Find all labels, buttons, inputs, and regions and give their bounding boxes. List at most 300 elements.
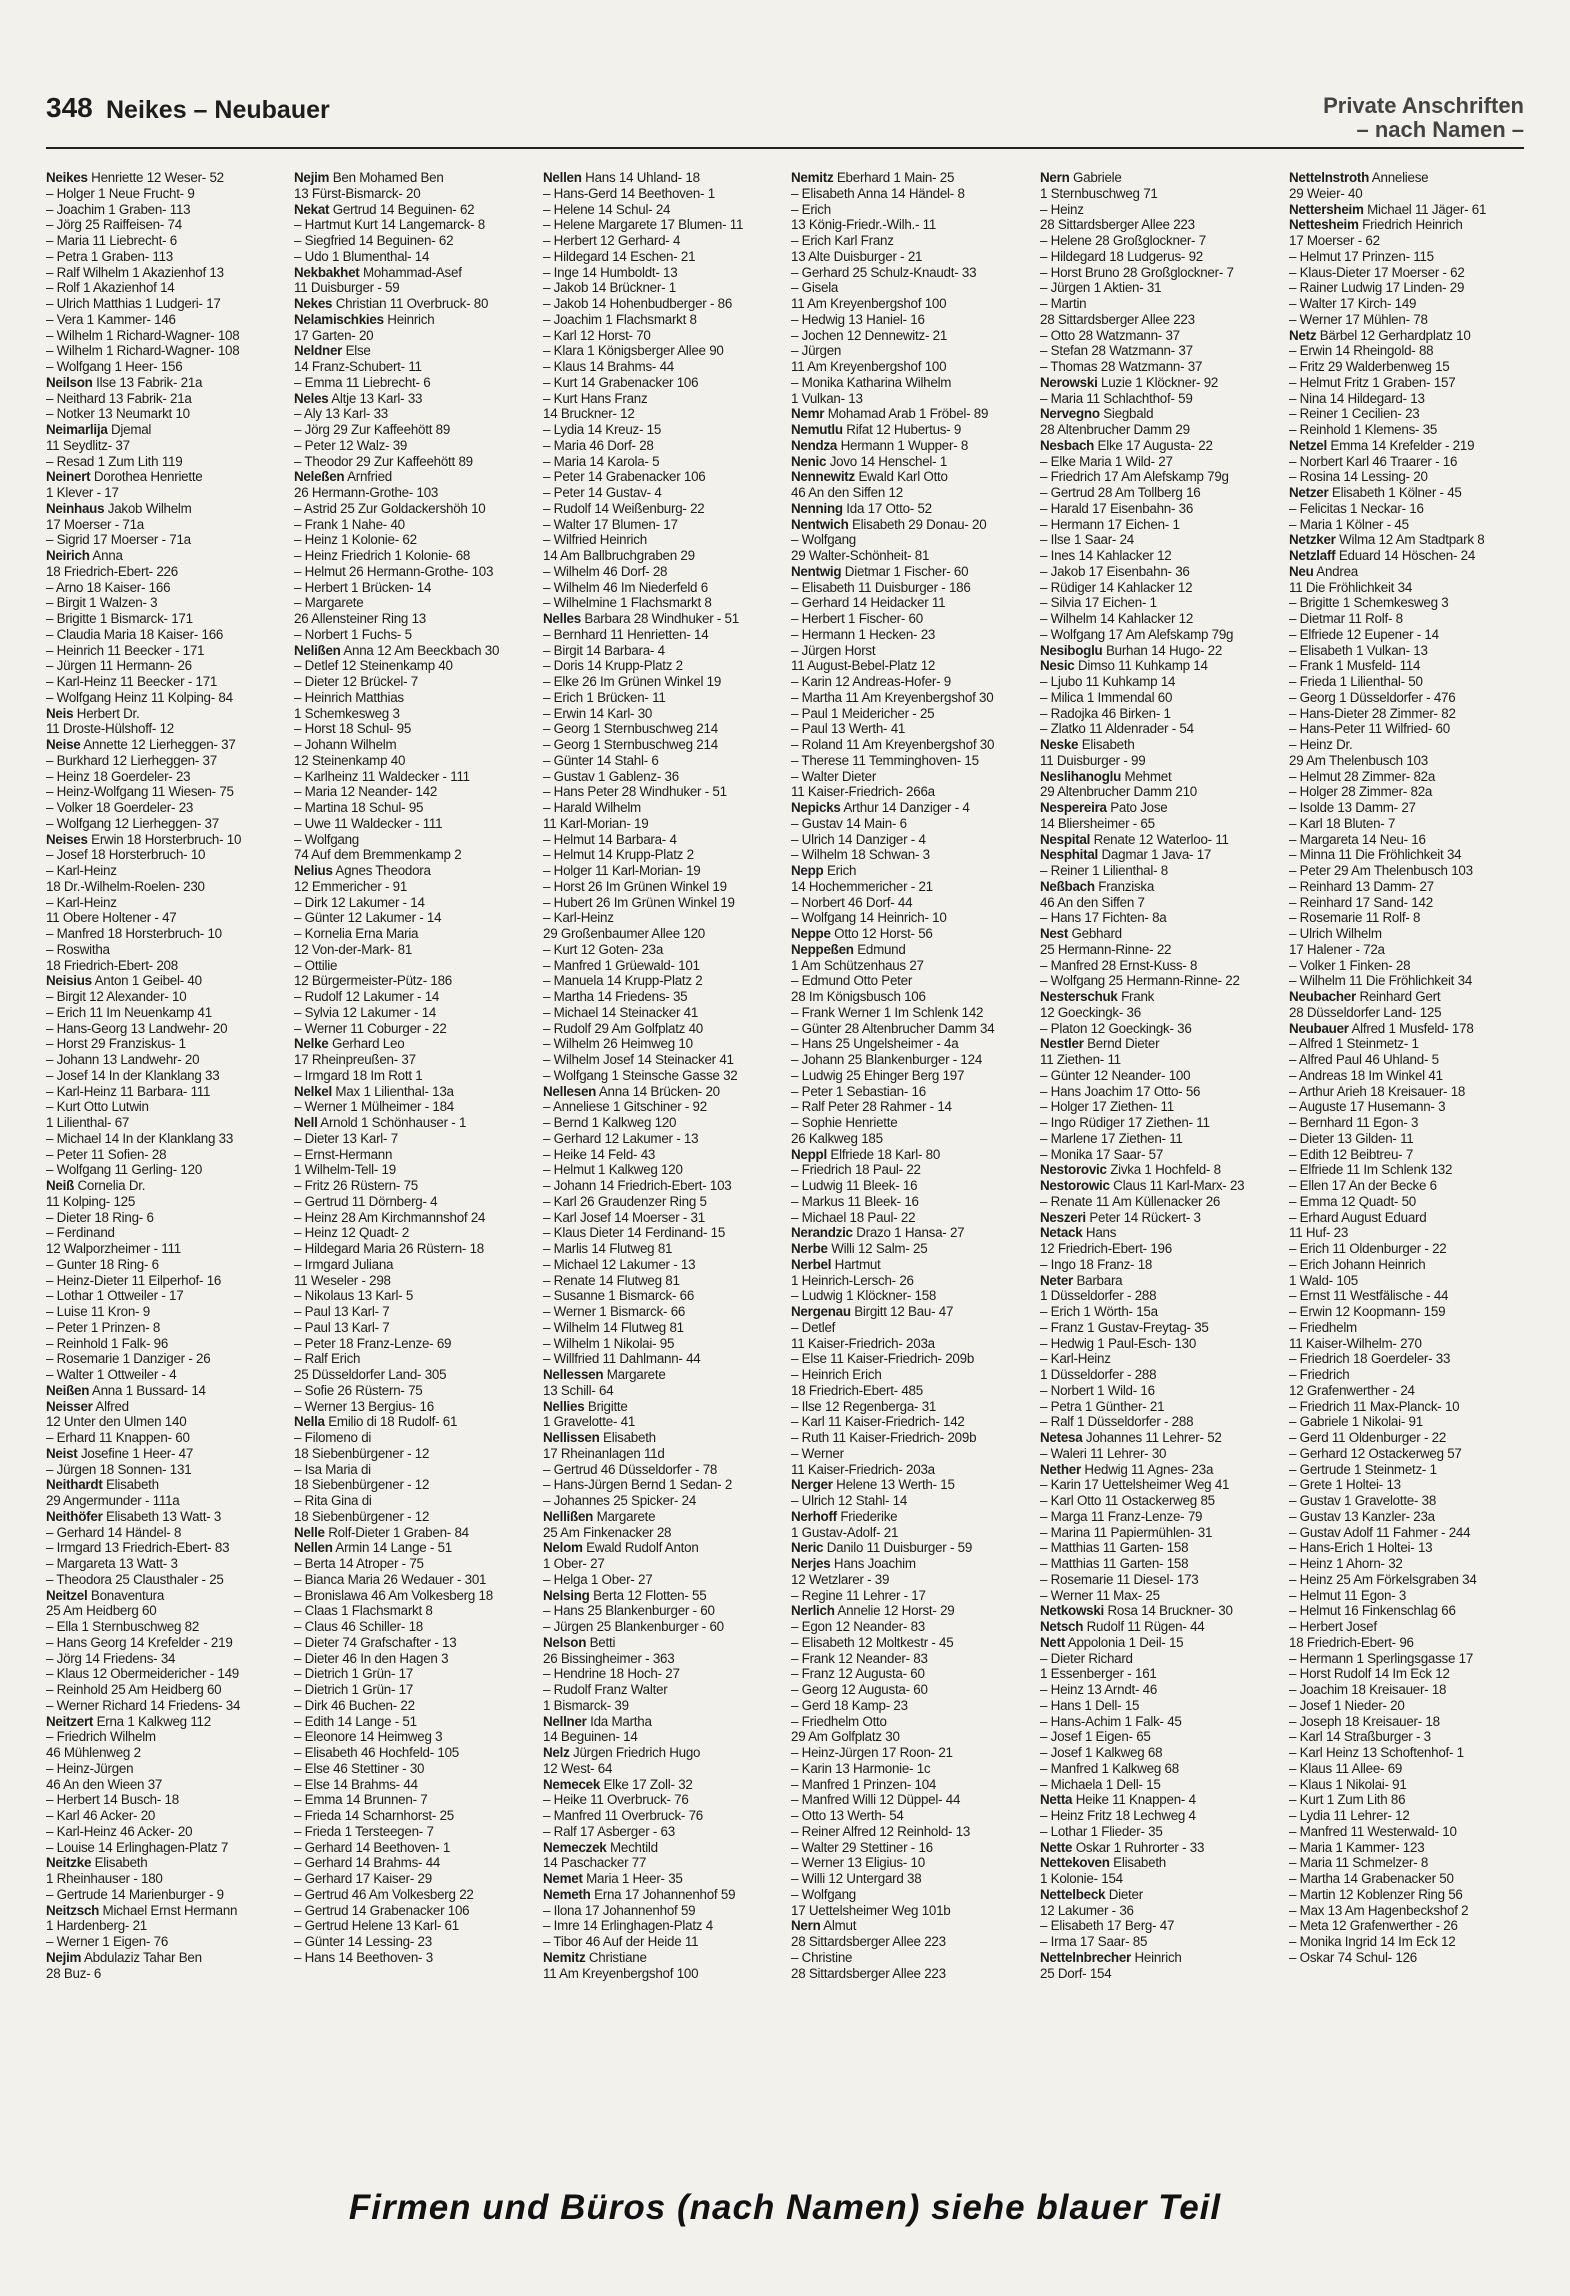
directory-entry: – Gerhard 25 Schulz-Knaudt- 33 <box>791 264 977 280</box>
directory-entry: 1 Heinrich-Lersch- 26 <box>791 1272 914 1288</box>
directory-entry: 14 Am Ballbruchgraben 29 <box>543 548 695 563</box>
directory-entry: – Ralf Peter 28 Rahmer - 14 <box>791 1099 952 1115</box>
directory-entry: Nemet Maria 1 Heer- 35 <box>543 1871 683 1886</box>
directory-entry: – Dieter 74 Grafschafter - 13 <box>294 1634 457 1650</box>
directory-entry: – Ralf 17 Asberger - 63 <box>543 1823 675 1839</box>
directory-entry: – Gertrud Helene 13 Karl- 61 <box>294 1918 459 1934</box>
directory-entry: – Heinz 1 Kolonie- 62 <box>294 532 417 548</box>
directory-entry: – Günter 12 Neander- 100 <box>1040 1067 1191 1083</box>
directory-entry: Nettelnstroth Anneliese <box>1289 170 1429 185</box>
directory-entry: – Hans Peter 28 Windhuker - 51 <box>543 784 727 800</box>
directory-entry: Nerowski Luzie 1 Klöckner- 92 <box>1040 374 1219 390</box>
directory-entry: Neis Herbert Dr. <box>46 705 140 721</box>
directory-entry: 28 Sittardsberger Allee 223 <box>1040 311 1195 327</box>
directory-entry: 25 Dorf- 154 <box>1040 1965 1112 1981</box>
directory-entry: – Erich 11 Oldenburger - 22 <box>1289 1241 1447 1256</box>
directory-entry: 26 Bissingheimer - 363 <box>543 1650 675 1666</box>
directory-entry: – Heinz Friedrich 1 Kolonie- 68 <box>294 548 471 563</box>
directory-entry: – Else 11 Kaiser-Friedrich- 209b <box>791 1351 975 1367</box>
directory-entry: – Elfriede 11 Im Schlenk 132 <box>1289 1162 1453 1178</box>
directory-entry: – Heinz <box>1040 201 1084 217</box>
directory-entry: – Heike 11 Overbruck- 76 <box>543 1792 689 1808</box>
directory-entry: – Hedwig 1 Paul-Esch- 130 <box>1040 1335 1197 1351</box>
directory-entry: 1 Klever - 17 <box>46 485 119 500</box>
directory-entry: – Werner Richard 14 Friedens- 34 <box>46 1697 241 1713</box>
section-heading-line-2: – nach Namen – <box>1356 117 1524 142</box>
directory-entry: – Erhard August Eduard <box>1289 1209 1427 1225</box>
directory-entry: Nennewitz Ewald Karl Otto <box>791 469 948 485</box>
directory-entry: Nell Arnold 1 Schönhauser - 1 <box>294 1115 467 1130</box>
directory-entry: – Peter 14 Grabenacker 106 <box>543 469 706 485</box>
directory-entry: – Joachim 18 Kreisauer- 18 <box>1289 1682 1447 1697</box>
directory-entry: – Hans-Peter 11 Wilfried- 60 <box>1289 721 1450 737</box>
directory-entry: – Silvia 17 Eichen- 1 <box>1040 595 1157 611</box>
directory-entry: – Elfriede 12 Eupener - 14 <box>1289 626 1439 642</box>
directory-entry: Nervegno Siegbald <box>1040 406 1154 422</box>
directory-entry: – Manfred 11 Westerwald- 10 <box>1289 1823 1457 1839</box>
directory-entry: – Gerhard 17 Kaiser- 29 <box>294 1871 432 1886</box>
directory-entry: – Erhard 11 Knappen- 60 <box>46 1430 190 1445</box>
directory-entry: – Heinz Dr. <box>1289 737 1353 752</box>
directory-entry: – Marina 11 Papiermühlen- 31 <box>1040 1524 1213 1540</box>
directory-entry: – Wolfgang 12 Lierheggen- 37 <box>46 815 219 831</box>
directory-entry: – Erich 1 Wörth- 15a <box>1040 1304 1158 1319</box>
directory-entry: 11 Droste-Hülshoff- 12 <box>46 721 174 737</box>
directory-entry: – Michael 12 Lakumer - 13 <box>543 1256 696 1272</box>
directory-entry: – Markus 11 Bleek- 16 <box>791 1193 919 1209</box>
directory-entry: – Volker 1 Finken- 28 <box>1289 957 1411 973</box>
directory-entry: – Heinz 18 Goerdeler- 23 <box>46 768 191 784</box>
directory-entry: – Dieter 46 In den Hagen 3 <box>294 1650 449 1666</box>
directory-entry: – Hans Georg 14 Krefelder - 219 <box>46 1634 233 1650</box>
directory-entry: Nettersheim Michael 11 Jäger- 61 <box>1289 201 1487 217</box>
directory-entry: – Wilhelm Josef 14 Steinacker 41 <box>543 1052 734 1067</box>
directory-entry: 12 Emmericher - 91 <box>294 878 408 894</box>
directory-entry: – Hans-Dieter 28 Zimmer- 82 <box>1289 705 1456 721</box>
directory-entry: – Reinhold 1 Falk- 96 <box>46 1335 169 1351</box>
directory-entry: – Isolde 13 Damm- 27 <box>1289 800 1416 815</box>
directory-entry: – Burkhard 12 Lierheggen- 37 <box>46 752 217 768</box>
directory-entry: – Helmut 14 Barbara- 4 <box>543 831 677 847</box>
directory-entry: 1 Kolonie- 154 <box>1040 1871 1123 1886</box>
directory-entry: – Petra 1 Günther- 21 <box>1040 1398 1165 1414</box>
directory-entry: Nekbakhet Mohammad-Asef <box>294 264 462 280</box>
directory-entry: 11 August-Bebel-Platz 12 <box>791 658 936 674</box>
directory-entry: – Wilhelm 46 Im Niederfeld 6 <box>543 579 708 595</box>
directory-entry: – Heinz 25 Am Förkelsgraben 34 <box>1289 1571 1477 1587</box>
directory-entry: – Ralf Wilhelm 1 Akazienhof 13 <box>46 264 224 280</box>
directory-entry: Neslihanoglu Mehmet <box>1040 768 1172 784</box>
directory-entry: Neilson Ilse 13 Fabrik- 21a <box>46 374 203 390</box>
directory-entry: – Walter 17 Kirch- 149 <box>1289 296 1417 311</box>
directory-entry: – Milica 1 Immendal 60 <box>1040 689 1173 705</box>
directory-entry: – Norbert Karl 46 Traarer - 16 <box>1289 453 1458 469</box>
directory-entry: – Hartmut Kurt 14 Langemarck- 8 <box>294 217 485 233</box>
directory-entry: – Thomas 28 Watzmann- 37 <box>1040 359 1203 374</box>
directory-entry: – Hans Joachim 17 Otto- 56 <box>1040 1083 1201 1099</box>
directory-entry: – Otto 13 Werth- 54 <box>791 1808 904 1823</box>
directory-entry: – Wolfgang <box>294 831 359 847</box>
directory-entry: Nellner Ida Martha <box>543 1713 652 1729</box>
directory-entry: – Erwin 14 Karl- 30 <box>543 705 653 721</box>
directory-entry: – Holger 1 Neue Frucht- 9 <box>46 185 195 201</box>
directory-entry: 1 Schemkesweg 3 <box>294 705 400 721</box>
directory-entry: – Erwin 12 Koopmann- 159 <box>1289 1304 1446 1319</box>
directory-entry: – Herbert 1 Fischer- 60 <box>791 611 923 626</box>
directory-entry: – Helmut 17 Prinzen- 115 <box>1289 248 1434 264</box>
directory-entry: – Ella 1 Sternbuschweg 82 <box>46 1619 200 1634</box>
directory-entry: – Franz 1 Gustav-Freytag- 35 <box>1040 1319 1209 1335</box>
directory-entry: – Gustav 1 Gravelotte- 38 <box>1289 1493 1437 1508</box>
directory-entry: 29 Angermunder - 111a <box>46 1493 180 1508</box>
directory-entry: – Gustav 1 Gablenz- 36 <box>543 768 679 784</box>
directory-entry: – Nikolaus 13 Karl- 5 <box>294 1288 414 1304</box>
section-heading <box>1323 94 1524 142</box>
directory-entry: – Josef 14 In der Klanklang 33 <box>46 1067 220 1083</box>
directory-entry: – Maria 11 Schmelzer- 8 <box>1289 1855 1429 1871</box>
directory-entry: – Grete 1 Holtei- 13 <box>1289 1477 1401 1493</box>
directory-entry: – Siegfried 14 Beguinen- 62 <box>294 233 454 248</box>
directory-entry: – Peter 14 Gustav- 4 <box>543 485 662 500</box>
directory-column-6 <box>1289 170 1527 2180</box>
directory-entry: – Gertrud 46 Am Volkesberg 22 <box>294 1886 474 1902</box>
directory-entry: – Stefan 28 Watzmann- 37 <box>1040 343 1193 359</box>
directory-entry: – Wilhelm 26 Heimweg 10 <box>543 1036 693 1052</box>
directory-entry: 17 Halener - 72a <box>1289 941 1385 957</box>
directory-entry: 74 Auf dem Bremmenkamp 2 <box>294 847 462 863</box>
directory-entry: 28 Düsseldorfer Land- 125 <box>1289 1004 1442 1020</box>
directory-entry: – Else 14 Brahms- 44 <box>294 1776 418 1792</box>
directory-entry: Neßbach Franziska <box>1040 878 1155 894</box>
directory-entry: – Werner 13 Eligius- 10 <box>791 1855 925 1871</box>
directory-entry: – Peter 11 Sofien- 28 <box>46 1146 167 1162</box>
directory-entry: – Reinhold 1 Klemens- 35 <box>1289 422 1438 437</box>
directory-entry: Neißen Anna 1 Bussard- 14 <box>46 1382 206 1398</box>
directory-entry: 11 Am Kreyenbergshof 100 <box>791 296 947 311</box>
directory-entry: – Felicitas 1 Neckar- 16 <box>1289 500 1424 516</box>
directory-entry: – Hildegard 14 Eschen- 21 <box>543 248 696 264</box>
directory-entry: Nesic Dimso 11 Kuhkamp 14 <box>1040 658 1208 674</box>
directory-entry: – Ulrich 14 Danziger - 4 <box>791 831 926 847</box>
directory-entry: – Tibor 46 Auf der Heide 11 <box>543 1934 699 1949</box>
directory-entry: – Erich Johann Heinrich <box>1289 1256 1426 1272</box>
directory-entry: – Otto 28 Watzmann- 37 <box>1040 327 1180 343</box>
directory-entry: – Uwe 11 Waldecker - 111 <box>294 815 443 831</box>
directory-entry: – Petra 1 Graben- 113 <box>46 248 174 264</box>
directory-entry: – Georg 12 Augusta- 60 <box>791 1682 928 1697</box>
directory-entry: – Heinz 13 Arndt- 46 <box>1040 1682 1158 1697</box>
directory-entry: Nettesheim Friedrich Heinrich <box>1289 217 1463 233</box>
directory-entry: – Helmut 28 Zimmer- 82a <box>1289 768 1436 784</box>
directory-entry: – Gustav Adolf 11 Fahmer - 244 <box>1289 1524 1471 1540</box>
directory-entry: Netzel Emma 14 Krefelder - 219 <box>1289 437 1475 453</box>
directory-entry: – Martina 18 Schul- 95 <box>294 800 424 815</box>
directory-entry: Neithöfer Elisabeth 13 Watt- 3 <box>46 1508 222 1524</box>
directory-entry: – Horst 29 Franziskus- 1 <box>46 1036 186 1052</box>
directory-entry: 17 Garten- 20 <box>294 327 374 343</box>
directory-entry: Nepp Erich <box>791 863 857 878</box>
directory-entry: – Rita Gina di <box>294 1493 372 1508</box>
directory-entry: – Gunter 18 Ring- 6 <box>46 1256 159 1272</box>
directory-entry: 1 Wald- 105 <box>1289 1272 1358 1288</box>
directory-entry: – Manfred 1 Prinzen- 104 <box>791 1776 937 1792</box>
directory-entry: Nejim Abdulaziz Tahar Ben <box>46 1949 202 1965</box>
directory-entry: 1 Bismarck- 39 <box>543 1697 629 1713</box>
directory-entry: – Lothar 1 Flieder- 35 <box>1040 1823 1163 1839</box>
directory-entry: 12 Walporzheimer - 111 <box>46 1241 181 1256</box>
directory-entry: – Norbert 46 Dorf- 44 <box>791 894 913 910</box>
directory-entry: Neppl Elfriede 18 Karl- 80 <box>791 1146 941 1162</box>
directory-entry: – Hedwig 13 Haniel- 16 <box>791 311 925 327</box>
directory-entry: – Rudolf 14 Weißenburg- 22 <box>543 500 705 516</box>
directory-entry: – Friedrich 18 Goerdeler- 33 <box>1289 1351 1451 1367</box>
directory-entry: Netzlaff Eduard 14 Höschen- 24 <box>1289 548 1476 563</box>
directory-entry: – Manfred Willi 12 Düppel- 44 <box>791 1792 961 1808</box>
directory-entry: – Paul 13 Karl- 7 <box>294 1304 390 1319</box>
directory-entry: 12 Lakumer - 36 <box>1040 1902 1134 1918</box>
directory-entry: – Joachim 1 Flachsmarkt 8 <box>543 311 697 327</box>
directory-entry: Nerger Helene 13 Werth- 15 <box>791 1477 955 1493</box>
directory-entry: 1 Sternbuschweg 71 <box>1040 185 1158 201</box>
directory-entry: Neist Josefine 1 Heer- 47 <box>46 1445 194 1461</box>
directory-entry: – Emma 11 Liebrecht- 6 <box>294 374 431 390</box>
page-number: 348 <box>46 92 93 123</box>
directory-entry: – Detlef <box>791 1319 836 1335</box>
directory-entry: Nelom Ewald Rudolf Anton <box>543 1540 699 1556</box>
directory-entry: – Manfred 18 Horsterbruch- 10 <box>46 926 222 941</box>
directory-entry: – Lydia 14 Kreuz- 15 <box>543 422 662 437</box>
directory-entry: Neleßen Arnfried <box>294 469 392 485</box>
directory-entry: – Berta 14 Atroper - 75 <box>294 1556 424 1571</box>
directory-entry: 25 Hermann-Rinne- 22 <box>1040 941 1172 957</box>
directory-entry: Neitzel Bonaventura <box>46 1587 165 1603</box>
directory-entry: – Ralf Erich <box>294 1351 361 1367</box>
directory-entry: – Andreas 18 Im Winkel 41 <box>1289 1067 1443 1083</box>
directory-entry: – Wilhelm 1 Richard-Wagner- 108 <box>46 343 240 359</box>
directory-entry: – Willi 12 Untergard 38 <box>791 1871 922 1886</box>
directory-entry: – Monika Ingrid 14 Im Eck 12 <box>1289 1934 1456 1949</box>
directory-entry: 1 Essenberger - 161 <box>1040 1666 1157 1682</box>
directory-entry: – Gerd 18 Kamp- 23 <box>791 1697 908 1713</box>
directory-entry: – Werner 1 Mülheimer - 184 <box>294 1099 454 1115</box>
directory-entry: 13 Alte Duisburger - 21 <box>791 248 923 264</box>
directory-entry: – Volker 18 Goerdeler- 23 <box>46 800 194 815</box>
directory-entry: – Karl 18 Bluten- 7 <box>1289 815 1396 831</box>
directory-entry: Neirich Anna <box>46 548 123 563</box>
directory-entry: – Dieter 18 Ring- 6 <box>46 1209 154 1225</box>
directory-entry: Netta Heike 11 Knappen- 4 <box>1040 1792 1196 1808</box>
directory-entry: 14 Paschacker 77 <box>543 1855 647 1871</box>
directory-entry: 26 Hermann-Grothe- 103 <box>294 485 439 500</box>
directory-entry: – Heinz-Dieter 11 Eilperhof- 16 <box>46 1272 222 1288</box>
directory-entry: Nerlich Annelie 12 Horst- 29 <box>791 1603 955 1619</box>
directory-entry: – Egon 12 Neander- 83 <box>791 1619 925 1634</box>
directory-entry: – Martha 11 Am Kreyenbergshof 30 <box>791 689 994 705</box>
directory-entry: – Harald 17 Eisenbahn- 36 <box>1040 500 1194 516</box>
directory-entry: – Horst Bruno 28 Großglockner- 7 <box>1040 264 1234 280</box>
directory-entry: – Kurt 1 Zum Lith 86 <box>1289 1792 1406 1808</box>
directory-entry: – Elke 26 Im Grünen Winkel 19 <box>543 674 722 689</box>
directory-entry: – Ulrich 12 Stahl- 14 <box>791 1493 908 1508</box>
directory-entry: – Alfred 1 Steinmetz- 1 <box>1289 1036 1419 1052</box>
directory-entry: Neitzke Elisabeth <box>46 1855 148 1871</box>
directory-entry: – Peter 1 Prinzen- 8 <box>46 1319 161 1335</box>
page-header <box>46 92 1524 142</box>
directory-entry: Neszeri Peter 14 Rückert- 3 <box>1040 1209 1201 1225</box>
directory-entry: – Werner <box>791 1445 844 1461</box>
directory-entry: 29 Weier- 40 <box>1289 185 1363 201</box>
directory-entry: Nespital Renate 12 Waterloo- 11 <box>1040 831 1229 847</box>
directory-entry: – Marlis 14 Flutweg 81 <box>543 1241 673 1256</box>
directory-entry: – Frank Werner 1 Im Schlenk 142 <box>791 1004 984 1020</box>
directory-entry: – Hildegard Maria 26 Rüstern- 18 <box>294 1241 484 1256</box>
directory-entry: – Birgit 14 Barbara- 4 <box>543 642 665 658</box>
directory-entry: – Minna 11 Die Fröhlichkeit 34 <box>1289 847 1462 863</box>
directory-entry: – Helmut 14 Krupp-Platz 2 <box>543 847 694 863</box>
directory-entry: – Detlef 12 Steinenkamp 40 <box>294 658 453 674</box>
directory-entry: – Karin 12 Andreas-Hofer- 9 <box>791 674 951 689</box>
directory-entry: 1 Lilienthal- 67 <box>46 1115 130 1130</box>
directory-entry: Nemitz Eberhard 1 Main- 25 <box>791 170 955 185</box>
directory-entry: – Heinrich Matthias <box>294 689 404 705</box>
directory-entry: – Karl 11 Kaiser-Friedrich- 142 <box>791 1414 965 1430</box>
directory-entry: – Inge 14 Humboldt- 13 <box>543 264 678 280</box>
directory-entry: – Kurt 14 Grabenacker 106 <box>543 374 699 390</box>
directory-entry: Nelius Agnes Theodora <box>294 863 431 878</box>
directory-entry: – Johannes 25 Spicker- 24 <box>543 1493 697 1508</box>
directory-entry: – Karl-Heinz 46 Acker- 20 <box>46 1823 193 1839</box>
directory-entry: – Helga 1 Ober- 27 <box>543 1571 653 1587</box>
directory-entry: – Helmut Fritz 1 Graben- 157 <box>1289 374 1456 390</box>
directory-entry: – Max 13 Am Hagenbeckshof 2 <box>1289 1902 1469 1918</box>
directory-entry: 29 Am Golfplatz 30 <box>791 1729 900 1745</box>
directory-entry: Neles Altje 13 Karl- 33 <box>294 390 423 406</box>
directory-entry: Neppe Otto 12 Horst- 56 <box>791 926 933 941</box>
directory-entry: – Hans-Achim 1 Falk- 45 <box>1040 1713 1182 1729</box>
directory-entry: Nesphital Dagmar 1 Java- 17 <box>1040 847 1212 863</box>
directory-entry: Nellen Hans 14 Uhland- 18 <box>543 170 700 185</box>
directory-entry: – Wilfried Heinrich <box>543 532 647 548</box>
running-title: Neikes – Neubauer <box>106 96 330 124</box>
directory-entry: Netsch Rudolf 11 Rügen- 44 <box>1040 1619 1205 1634</box>
directory-entry: Nether Hedwig 11 Agnes- 23a <box>1040 1461 1214 1477</box>
directory-entry: – Astrid 25 Zur Goldackershöh 10 <box>294 500 486 516</box>
directory-entry: – Waleri 11 Lehrer- 30 <box>1040 1445 1167 1461</box>
directory-entry: – Fritz 29 Walderbenweg 15 <box>1289 359 1450 374</box>
directory-entry: Neinert Dorothea Henriette <box>46 469 203 485</box>
directory-entry: – Heinz 12 Quadt- 2 <box>294 1225 410 1241</box>
directory-entry: 14 Beguinen- 14 <box>543 1729 638 1745</box>
directory-entry: Neu Andrea <box>1289 563 1358 579</box>
directory-entry: – Horst 18 Schul- 95 <box>294 721 412 737</box>
directory-entry: 11 Ziethen- 11 <box>1040 1052 1121 1067</box>
directory-entry: Nern Almut <box>791 1918 857 1934</box>
directory-entry: – Monika 17 Saar- 57 <box>1040 1146 1164 1162</box>
directory-entry: – Wilhelm 11 Die Fröhlichkeit 34 <box>1289 973 1473 989</box>
directory-entry: 29 Am Thelenbusch 103 <box>1289 752 1428 768</box>
directory-entry: 12 Steinenkamp 40 <box>294 752 406 768</box>
directory-entry: – Ernst-Hermann <box>294 1146 393 1162</box>
directory-entry: 28 Sittardsberger Allee 223 <box>1040 217 1195 233</box>
directory-entry: – Karlheinz 11 Waldecker - 111 <box>294 768 470 784</box>
directory-entry: – Hermann 1 Hecken- 23 <box>791 626 936 642</box>
directory-entry: – Jürgen <box>791 343 842 359</box>
directory-entry: – Ludwig 11 Bleek- 16 <box>791 1178 918 1193</box>
directory-entry: – Manfred 11 Overbruck- 76 <box>543 1808 703 1823</box>
directory-entry: – Herbert Josef <box>1289 1619 1377 1634</box>
directory-entry: 11 Am Kreyenbergshof 100 <box>543 1965 699 1981</box>
directory-entry: – Michaela 1 Dell- 15 <box>1040 1776 1161 1792</box>
directory-entry: – Gertrude 14 Marienburger - 9 <box>46 1886 224 1902</box>
directory-entry: – Werner 1 Eigen- 76 <box>46 1934 169 1949</box>
directory-entry: Nemutlu Rifat 12 Hubertus- 9 <box>791 422 962 437</box>
directory-entry: – Irma 17 Saar- 85 <box>1040 1934 1148 1949</box>
directory-entry: – Günter 12 Lakumer - 14 <box>294 910 442 926</box>
directory-entry: – Dieter 13 Karl- 7 <box>294 1130 398 1146</box>
directory-entry: 18 Dr.-Wilhelm-Roelen- 230 <box>46 878 205 894</box>
directory-entry: – Manuela 14 Krupp-Platz 2 <box>543 973 703 989</box>
directory-entry: Nemecek Elke 17 Zoll- 32 <box>543 1776 693 1792</box>
directory-entry: – Reiner 1 Lilienthal- 8 <box>1040 863 1168 878</box>
directory-entry: 26 Kalkweg 185 <box>791 1130 883 1146</box>
directory-entry: – Peter 1 Sebastian- 16 <box>791 1083 926 1099</box>
directory-entry: 17 Uettelsheimer Weg 101b <box>791 1902 951 1918</box>
directory-entry: 13 Schill- 64 <box>543 1382 614 1398</box>
directory-entry: 11 Weseler - 298 <box>294 1272 391 1288</box>
directory-entry: – Fritz 26 Rüstern- 75 <box>294 1178 418 1193</box>
directory-entry: 14 Bliersheimer - 65 <box>1040 815 1155 831</box>
directory-entry: – Harald Wilhelm <box>543 800 641 815</box>
directory-entry: Neubacher Reinhard Gert <box>1289 989 1441 1004</box>
directory-entry: – Elisabeth Anna 14 Händel- 8 <box>791 185 965 201</box>
directory-entry: – Martha 14 Grabenacker 50 <box>1289 1871 1454 1886</box>
directory-entry: – Reiner 1 Cecilien- 23 <box>1289 406 1420 422</box>
directory-entry: 25 Am Finkenacker 28 <box>543 1524 672 1540</box>
directory-entry: Nett Appolonia 1 Deil- 15 <box>1040 1634 1184 1650</box>
directory-entry: Nesterschuk Frank <box>1040 989 1155 1004</box>
directory-entry: – Notker 13 Neumarkt 10 <box>46 406 190 422</box>
directory-entry: – Wolfgang 14 Heinrich- 10 <box>791 910 947 926</box>
directory-entry: – Klaus 11 Allee- 69 <box>1289 1760 1403 1776</box>
directory-entry: – Friedhelm Otto <box>791 1713 887 1729</box>
directory-entry: – Wolfgang <box>791 532 856 548</box>
directory-entry: – Ingo Rüdiger 17 Ziethen- 11 <box>1040 1115 1210 1130</box>
directory-entry: Nettekoven Elisabeth <box>1040 1855 1166 1871</box>
directory-entry: 1 Gustav-Adolf- 21 <box>791 1524 899 1540</box>
directory-entry: – Radojka 46 Birken- 1 <box>1040 705 1171 721</box>
directory-entry: – Heinz-Wolfgang 11 Wiesen- 75 <box>46 784 234 800</box>
directory-entry: Nerandzic Drazo 1 Hansa- 27 <box>791 1225 965 1241</box>
directory-entry: – Brigitte 1 Bismarck- 171 <box>46 611 193 626</box>
directory-entry: – Karl-Heinz <box>46 863 117 878</box>
directory-entry: 46 An den Siffen 7 <box>1040 894 1145 910</box>
directory-entry: 14 Bruckner- 12 <box>543 406 635 422</box>
directory-entry: – Platon 12 Goeckingk- 36 <box>1040 1020 1192 1036</box>
directory-entry: – Rainer Ludwig 17 Linden- 29 <box>1289 280 1465 296</box>
directory-entry: – Jürgen 25 Blankenburger - 60 <box>543 1619 724 1634</box>
directory-entry: Neldner Else <box>294 343 371 359</box>
directory-entry: – Rosemarie 1 Danziger - 26 <box>46 1351 211 1367</box>
directory-entry: – Margareta 13 Watt- 3 <box>46 1556 178 1571</box>
directory-entry: – Anneliese 1 Gitschiner - 92 <box>543 1099 707 1115</box>
directory-entry: – Wolfgang Heinz 11 Kolping- 84 <box>46 689 233 705</box>
directory-entry: 1 Wilhelm-Tell- 19 <box>294 1162 396 1178</box>
directory-entry: – Jürgen 18 Sonnen- 131 <box>46 1461 192 1477</box>
directory-entry: – Wilhelm 1 Nikolai- 95 <box>543 1335 675 1351</box>
directory-entry: – Friedrich 17 Am Alefskamp 79g <box>1040 469 1229 485</box>
directory-entry: 1 Düsseldorfer - 288 <box>1040 1288 1157 1304</box>
directory-entry: – Martha 14 Friedens- 35 <box>543 989 688 1004</box>
